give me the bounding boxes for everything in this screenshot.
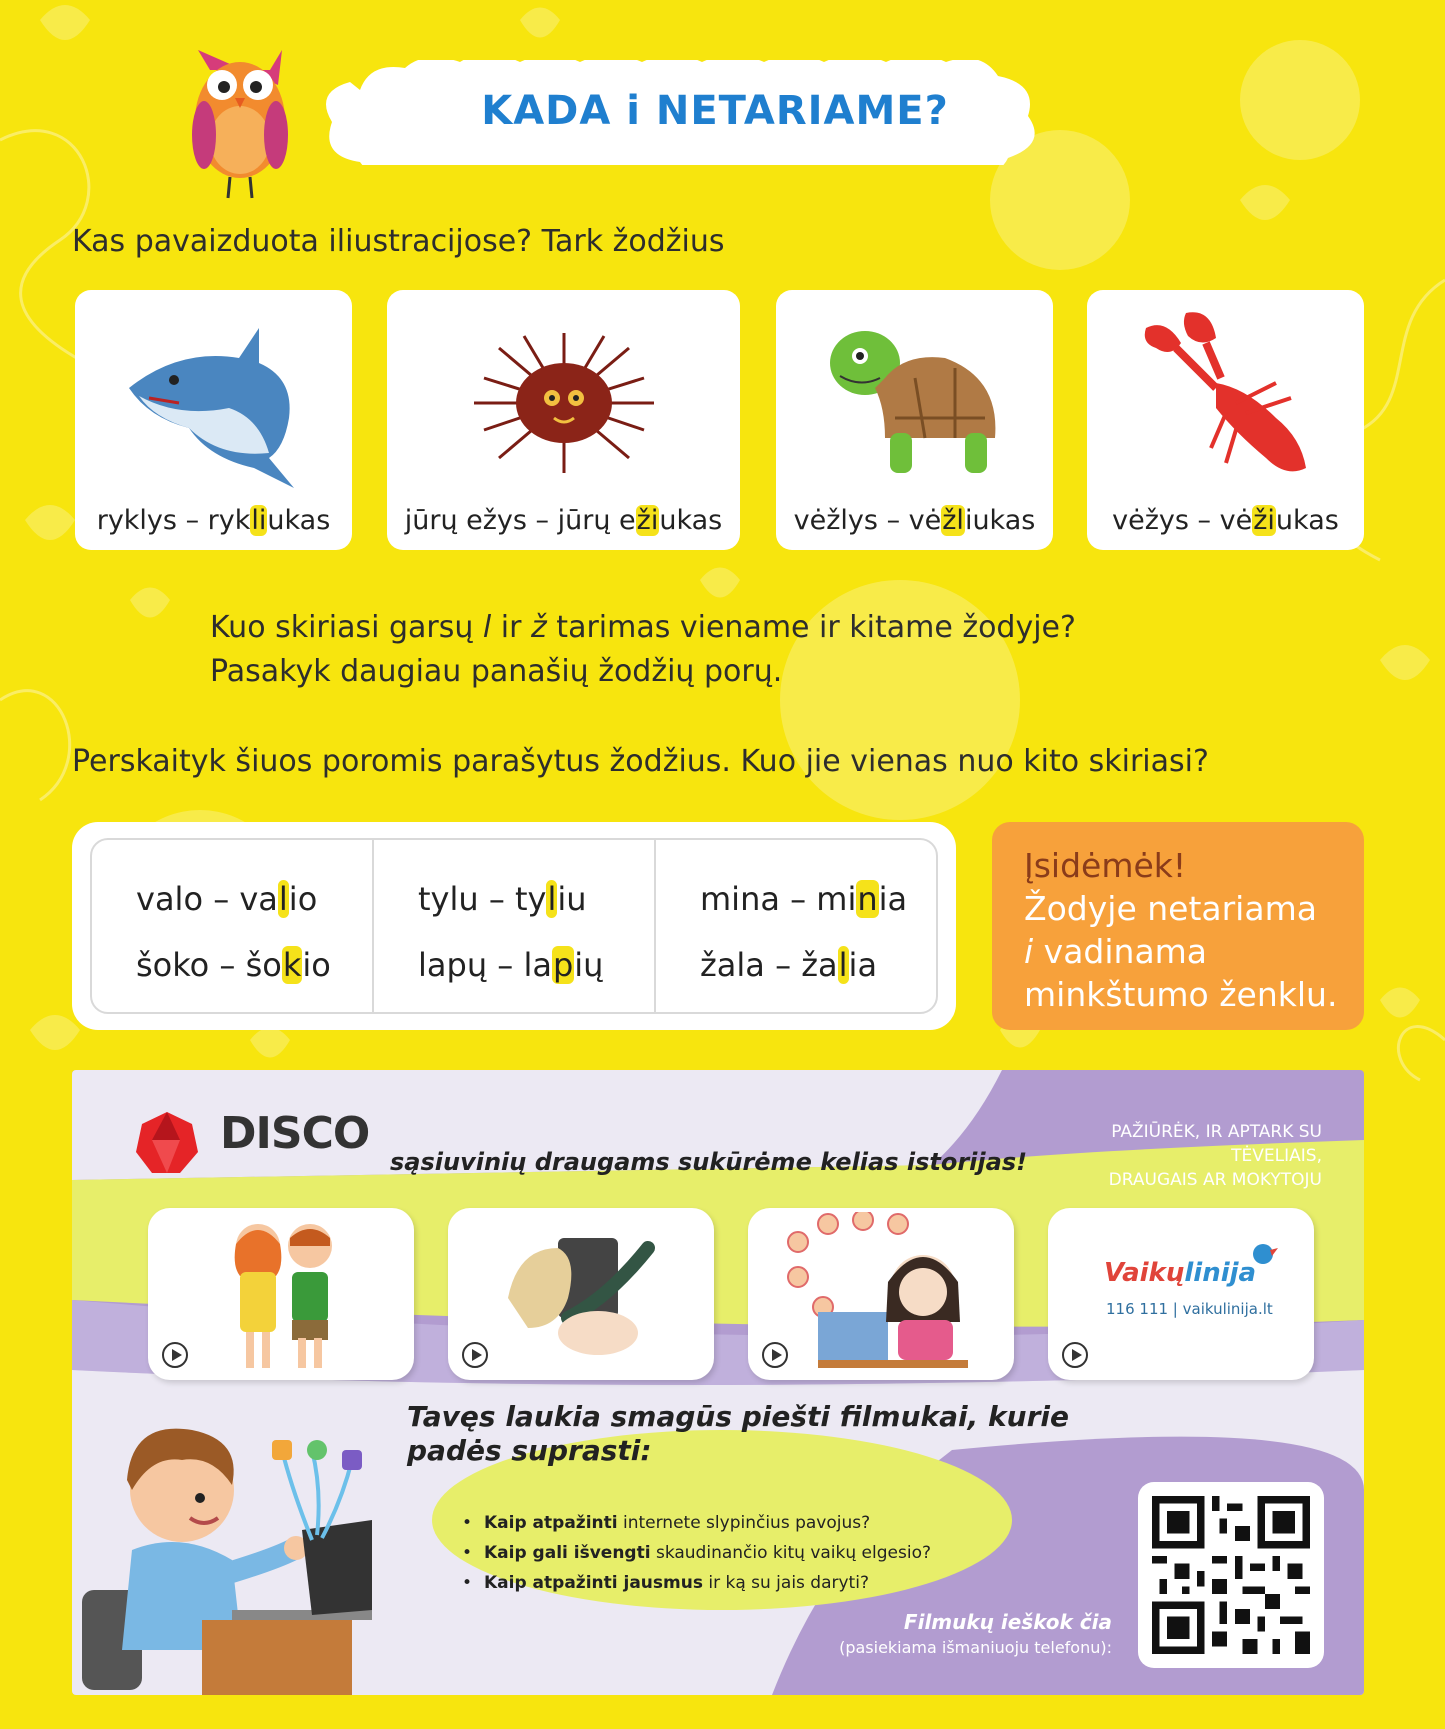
word-pairs-table xyxy=(90,838,938,1014)
card-shark xyxy=(75,290,352,550)
card-turtle xyxy=(776,290,1053,550)
list-item: • Kaip atpažinti internete slypinčius pavojus? xyxy=(462,1508,931,1538)
boy-laptop-illustration-icon xyxy=(72,1410,402,1695)
list-item: • Kaip atpažinti jausmus ir ką su jais daryti? xyxy=(462,1568,931,1598)
note-title: Įsidėmėk! xyxy=(1024,846,1187,885)
note-line-1: Žodyje netariama xyxy=(1024,889,1317,928)
video-card-3[interactable] xyxy=(748,1208,1014,1380)
hand-writing-illustration-icon xyxy=(498,1218,668,1368)
word-pair: valo – valio xyxy=(136,880,318,918)
disco-right-text xyxy=(1022,1120,1322,1192)
vaiku-linija-contact: 116 111 | vaikulinija.lt xyxy=(1106,1300,1273,1318)
find-subtitle: (pasiekiama išmaniuoju telefonu): xyxy=(839,1638,1112,1657)
pairs-column-1 xyxy=(92,840,374,1012)
lobster-icon xyxy=(1126,308,1326,498)
pairs-column-2 xyxy=(374,840,656,1012)
word-pair: tylu – tyliu xyxy=(418,880,587,918)
disco-banner xyxy=(72,1070,1364,1695)
vaiku-linija-logo-icon: Vaikųlinija xyxy=(1104,1258,1257,1288)
disco-right-line-2: DRAUGAIS AR MOKYTOJU xyxy=(1108,1170,1322,1190)
play-icon[interactable] xyxy=(1062,1342,1088,1368)
disco-brand: DISCO xyxy=(220,1108,370,1159)
sea-urchin-icon xyxy=(464,308,664,498)
page-title: KADA i NETARIAME? xyxy=(481,88,949,134)
disco-bullet-list xyxy=(462,1508,931,1598)
disco-logo-icon xyxy=(134,1110,200,1176)
disco-heading-line-2: padės suprasti: xyxy=(407,1434,652,1467)
girl-computer-illustration-icon xyxy=(778,1212,978,1377)
list-item: • Kaip gali išvengti skaudinančio kitų vaikų elgesio? xyxy=(462,1538,931,1568)
word-pairs-box xyxy=(72,822,956,1030)
question-text xyxy=(210,606,1076,694)
qr-code[interactable] xyxy=(1138,1482,1324,1668)
remember-note xyxy=(992,822,1364,1030)
shark-icon xyxy=(119,308,309,498)
card-sea-urchin xyxy=(387,290,740,550)
card-label-lobster: vėžys – vėžiukas xyxy=(1112,505,1339,536)
word-pair: žala – žalia xyxy=(700,946,878,984)
pairs-column-3 xyxy=(656,840,936,1012)
video-card-2[interactable] xyxy=(448,1208,714,1380)
note-line-3: minkštumo ženklu. xyxy=(1024,975,1338,1014)
word-pair: šoko – šokio xyxy=(136,946,331,984)
video-card-4[interactable] xyxy=(1048,1208,1314,1380)
card-label-shark: ryklys – rykliukas xyxy=(96,505,331,536)
disco-subtitle: sąsiuvinių draugams sukūrėme kelias istorijas! xyxy=(390,1148,1028,1176)
play-icon[interactable] xyxy=(762,1342,788,1368)
find-videos-text xyxy=(772,1610,1112,1657)
disco-heading-line-1: Tavęs laukia smagūs piešti filmukai, kurie xyxy=(407,1400,1069,1433)
play-icon[interactable] xyxy=(462,1342,488,1368)
word-pair: mina – minia xyxy=(700,880,908,918)
question-line-2: Pasakyk daugiau panašių žodžių porų. xyxy=(210,654,783,689)
card-label-turtle: vėžlys – vėžliukas xyxy=(793,505,1036,536)
play-icon[interactable] xyxy=(162,1342,188,1368)
instruction-2: Perskaityk šiuos poromis parašytus žodžius. Kuo jie vienas nuo kito skiriasi? xyxy=(72,744,1209,779)
question-line-1: Kuo skiriasi garsų l ir ž tarimas viename ir kitame žodyje? xyxy=(210,610,1076,645)
turtle-icon xyxy=(815,308,1015,498)
note-line-2: i vadinama xyxy=(1024,932,1208,971)
card-lobster xyxy=(1087,290,1364,550)
word-pair: lapų – lapių xyxy=(418,946,604,984)
disco-heading xyxy=(407,1400,1069,1468)
qr-code-icon xyxy=(1152,1496,1310,1654)
disco-right-line-1: PAŽIŪRĖK, IR APTARK SU TĖVELIAIS, xyxy=(1111,1122,1322,1166)
find-title: Filmukų ieškok čia xyxy=(903,1610,1112,1634)
instruction-1: Kas pavaizduota iliustracijose? Tark žodžius xyxy=(72,224,725,259)
kids-illustration-icon xyxy=(218,1216,348,1376)
video-card-1[interactable] xyxy=(148,1208,414,1380)
owl-icon xyxy=(180,40,300,200)
card-label-sea-urchin: jūrų ežys – jūrų ežiukas xyxy=(404,505,723,536)
bird-icon xyxy=(1248,1238,1278,1268)
